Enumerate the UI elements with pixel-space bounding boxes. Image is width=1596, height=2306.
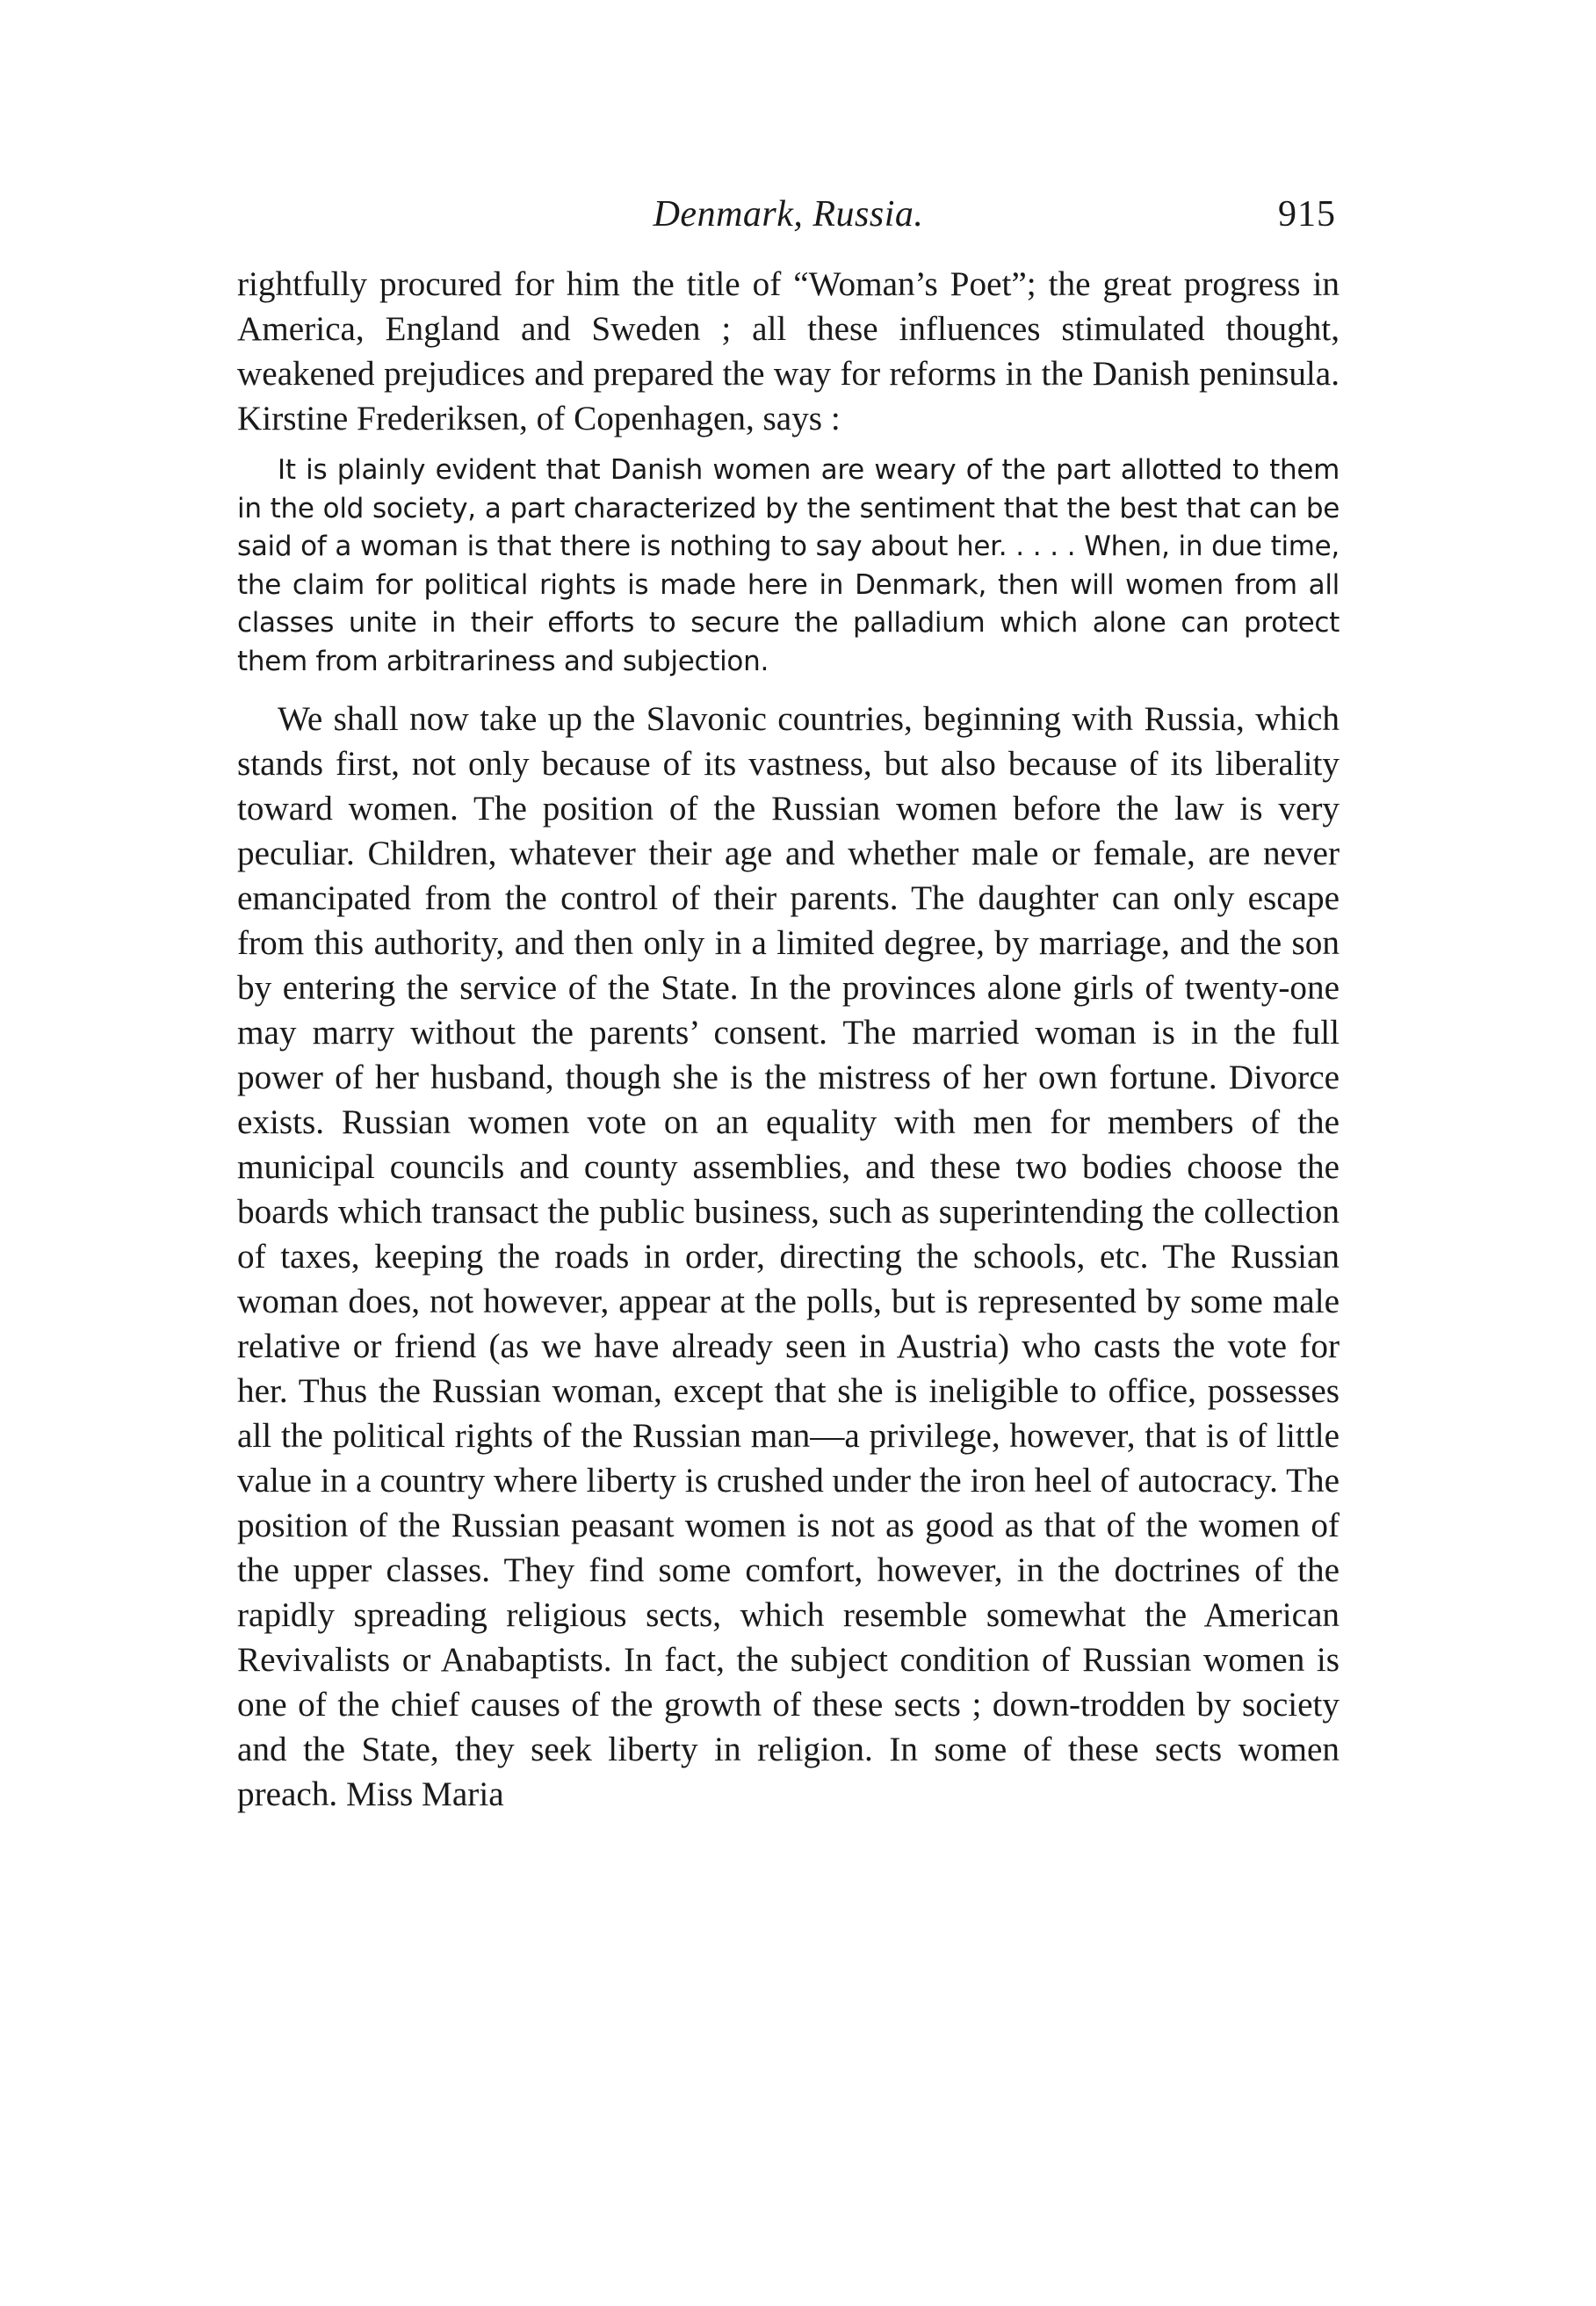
paragraph-continuation: rightfully procured for him the title of “Woman’s Poet”; the great progress in America, England and Sweden ; all these influences stimulated thought, weakened prejudices and prepared the way for reforms in the Danish peninsula. Kirstine Frederiksen, of Copenhagen, says :: [237, 265, 1340, 437]
running-head: [237, 193, 1340, 262]
running-title: Denmark, Russia.: [653, 194, 924, 235]
book-page: [237, 193, 1340, 1817]
block-quotation: It is plainly evident that Danish women are weary of the part allotted to them in the old society, a part characterized by the sentiment that the best that can be said of a woman is that there is nothing to say about her. . . . . When, in due time, the claim for political rights is made here in Denmark, then will women from all classes unite in their efforts to secure the palladium which alone can protect them from arbitrariness and subjection.: [237, 454, 1340, 677]
page-number: 915: [1278, 194, 1336, 235]
paragraph-slavonic-countries: We shall now take up the Slavonic countries, beginning with Russia, which stands first, not only because of its vastness, but also because of its liberality toward women. The position of the Russian women before the law is very peculiar. Children, whatever their age and whether male or female, are never emancipated from the control of their parents. The daughter can only escape from this authority, and then only in a limited degree, by marriage, and the son by entering the service of the State. In the provinces alone girls of twenty-one may marry without the parents’ consent. The married woman is in the full power of her husband, though she is the mistress of her own fortune. Divorce exists. Russian women vote on an equality with men for members of the municipal councils and county assemblies, and these two bodies choose the boards which transact the public business, such as superintending the collection of taxes, keeping the roads in order, directing the schools, etc. The Russian woman does, not however, appear at the polls, but is represented by some male relative or friend (as we have already seen in Austria) who casts the vote for her. Thus the Russian woman, except that she is ineligible to office, possesses all the political rights of the Russian man—a privilege, however, that is of little value in a country where liberty is crushed under the iron heel of autocracy. The position of the Russian peasant women is not as good as that of the women of the upper classes. They find some comfort, however, in the doctrines of the rapidly spreading religious sects, which resemble somewhat the American Revivalists or Anabaptists. In fact, the subject condition of Russian women is one of the chief causes of the growth of these sects ; down-trodden by society and the State, they seek liberty in religion. In some of these sects women preach. Miss Maria: [237, 700, 1340, 1813]
